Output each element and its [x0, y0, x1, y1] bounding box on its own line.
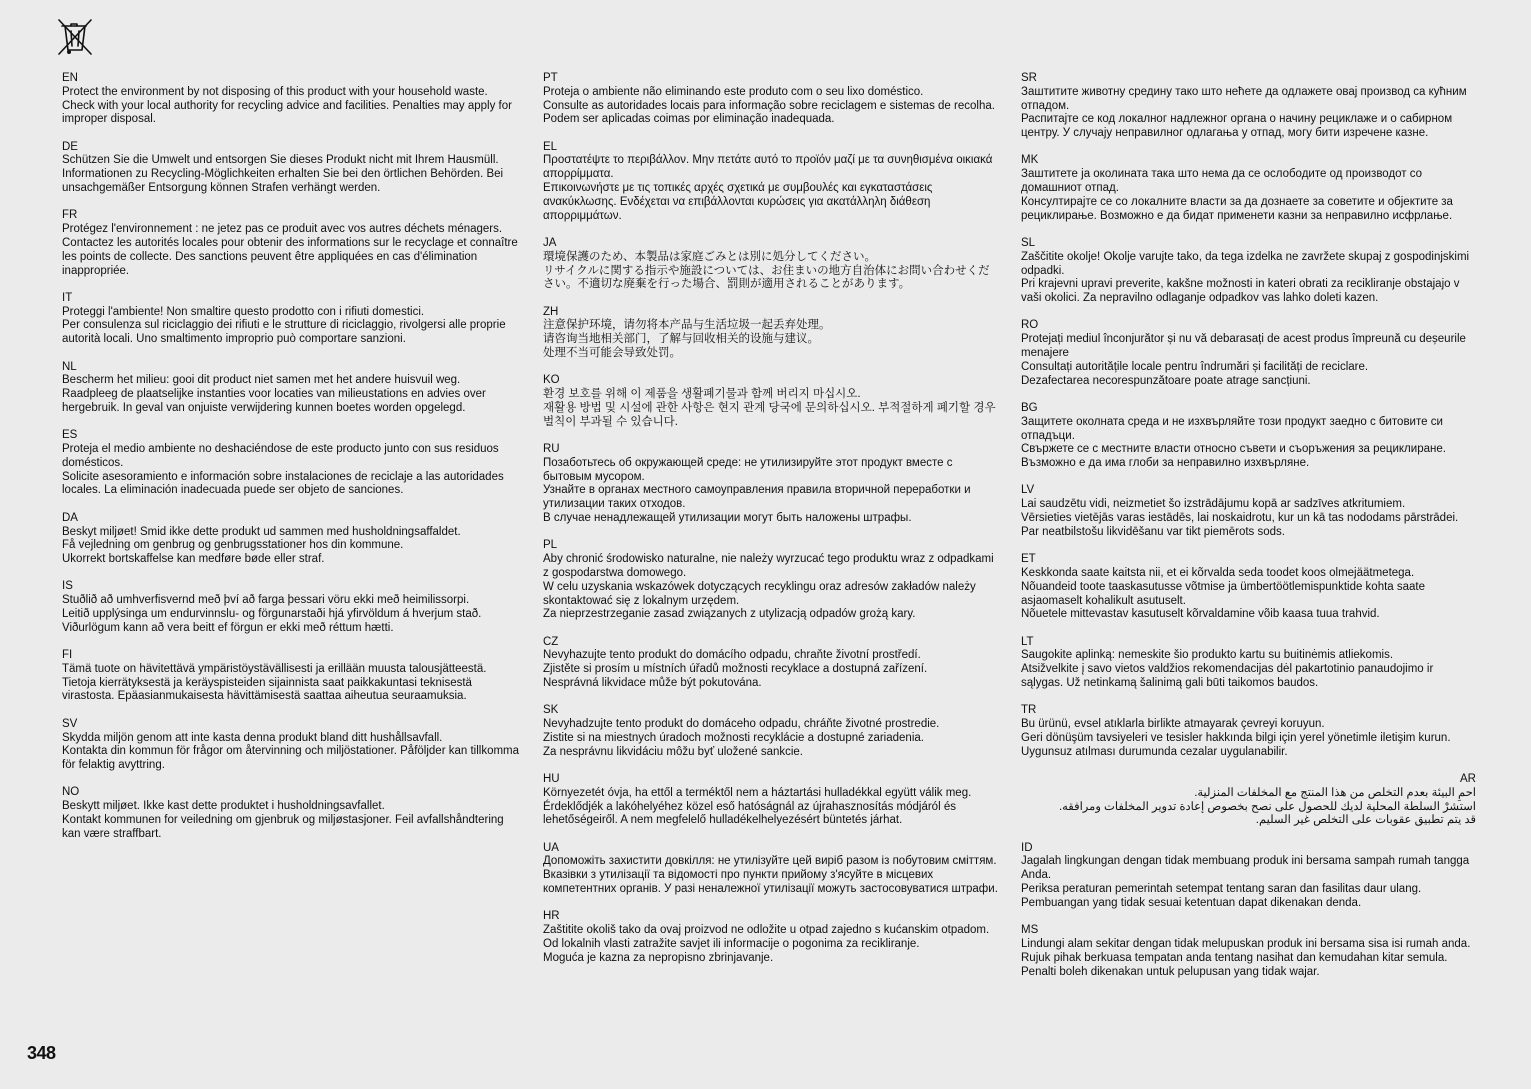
instruction-line: Za nesprávnu likvidáciu môžu byť uložené sankcie.: [543, 745, 804, 758]
instruction-line: Pri krajevni upravi preverite, kakšne možnosti in kateri obrati za recikliranje obstajajo v vaši okolici. Za nepravilno odlaganje odpadkov vas lahko doleti kazen.: [1021, 278, 1460, 305]
language-section-lt: [1021, 636, 1476, 691]
language-code: CZ: [543, 635, 559, 648]
language-section-mk: [1021, 154, 1476, 223]
language-code: IT: [62, 291, 73, 304]
language-code: JA: [543, 236, 557, 249]
instruction-line: Nevyhazujte tento produkt do domácího odpadu, chraňte životní prostředí.: [543, 649, 921, 662]
language-code: AR: [1460, 772, 1476, 785]
language-section-zh: [543, 306, 998, 361]
disposal-instructions: [62, 663, 522, 704]
language-section-hu: [543, 773, 998, 828]
language-code: EL: [543, 140, 558, 153]
instructions-column-2: [543, 72, 998, 979]
language-section-sv: [62, 718, 522, 773]
instruction-line: Vērsieties vietējās varas iestādēs, lai noskaidrotu, kur un kā tas nododams pārstrādei. Par neatbilstošu likvidēšanu var tikt piemērots sods.: [1021, 512, 1459, 538]
instruction-line: Jagalah lingkungan dengan tidak membuang produk ini bersama sampah rumah tangga Anda.: [1021, 855, 1470, 882]
instruction-line: Beskyt miljøet! Smid ikke dette produkt ud sammen med husholdningsaffaldet.: [62, 525, 461, 538]
instructions-column-3: [1021, 72, 1476, 993]
instruction-line: Вказівки з утилізації та відомості про пункти прийому з'ясуйте в місцевих компетентних органів. У разі неналежної утилізації можуть застосовуватися штрафи.: [543, 869, 998, 896]
disposal-instructions: [1021, 86, 1476, 141]
language-code: KO: [543, 374, 560, 387]
instruction-line: Környezetét óvja, ha ettől a terméktől nem a háztartási hulladékkal együtt válik meg.: [543, 786, 972, 799]
language-section-pl: [543, 539, 998, 622]
instruction-line: Свържете се с местните власти относно съвети и съоръжения за рециклиране. Възможно е да има глоби за неправилно изхвърляне.: [1021, 443, 1446, 470]
instruction-line: Zaštitite okoliš tako da ovaj proizvod ne odložite u otpad zajedno s kućanskim otpadom.: [543, 924, 990, 937]
language-code: MK: [1021, 154, 1039, 167]
instruction-line: Rujuk pihak berkuasa tempatan anda tentang nasihat dan kemudahan kitar semula. Penalti boleh dikenakan untuk pelupusan yang tidak wajar.: [1021, 951, 1448, 978]
instruction-line: Nevyhadzujte tento produkt do domáceho odpadu, chráňte životné prostredie.: [543, 718, 940, 731]
language-section-id: [1021, 842, 1476, 911]
language-code: LV: [1021, 484, 1035, 497]
instruction-line: Protejați mediul înconjurător și nu vă debarasați de acest produs împreună cu deșeurile menajere: [1021, 333, 1466, 360]
disposal-instructions: [62, 732, 522, 773]
language-section-en: [62, 72, 522, 127]
language-section-cz: [543, 636, 998, 691]
language-section-ar: [1021, 773, 1476, 828]
instruction-line: Bu ürünü, evsel atıklarla birlikte atmayarak çevreyi koruyun.: [1021, 718, 1325, 731]
disposal-instructions: [62, 306, 522, 347]
instruction-line: 환경 보호를 위해 이 제품을 생활폐기물과 함께 버리지 마십시오.: [543, 388, 861, 401]
language-code: FI: [62, 649, 73, 662]
language-code: SR: [1021, 72, 1037, 84]
instruction-line: Moguća je kazna za nepropisno zbrinjavanje.: [543, 951, 774, 964]
crossed-out-wheelie-bin-icon: [55, 17, 95, 57]
instruction-line: Beskytt miljøet. Ikke kast dette produktet i husholdningsavfallet.: [62, 800, 385, 813]
instruction-line: Consulte as autoridades locais para informação sobre reciclagem e sistemas de recolha. Podem ser aplicadas coimas por eliminação inadequada.: [543, 99, 995, 126]
instruction-line: Zaščitite okolje! Okolje varujte tako, da tega izdelka ne zavržete skupaj z gospodinjskimi odpadki.: [1021, 250, 1470, 277]
instruction-line: В случае ненадлежащей утилизации могут быть наложены штрафы.: [543, 512, 912, 525]
instruction-line: Dezafectarea necorespunzătoare poate atrage sancțiuni.: [1021, 374, 1311, 387]
language-section-ua: [543, 842, 998, 897]
language-code: ET: [1021, 553, 1036, 566]
instruction-line: Atsižvelkite į savo vietos valdžios rekomendacijas dėl pakartotinio panaudojimo ir sąlygas. Už netinkamą šalinimą gali būti taikomos baudos.: [1021, 663, 1434, 689]
language-section-el: [543, 141, 998, 224]
instruction-line: Kontakt kommunen for veiledning om gjenbruk og miljøstasjoner. Feil avfallshåndtering kan være straffbart.: [62, 814, 504, 840]
disposal-instructions: [62, 526, 522, 567]
disposal-instructions: [62, 374, 522, 415]
instruction-line: Προστατέψτε το περιβάλλον. Μην πετάτε αυτό το προϊόν μαζί με τα συνηθισμένα οικιακά απορρίμματα.: [543, 154, 993, 181]
language-section-ro: [1021, 319, 1476, 388]
language-code: LT: [1021, 635, 1034, 648]
instruction-line: Tämä tuote on hävitettävä ympäristöystävällisesti ja erillään muusta talousjätteestä.: [62, 662, 487, 675]
language-section-ru: [543, 443, 998, 526]
disposal-instructions: [543, 388, 998, 429]
instruction-line: Od lokalnih vlasti zatražite savjet ili informacije o pogonima za recikliranje.: [543, 937, 920, 950]
instruction-line: Leitið upplýsinga um endurvinnslu- og förgunarstaði hjá yfirvöldum á hverjum stað. Viðurlögum kann að vera beitt ef förgun er ekki með réttum hætti.: [62, 608, 482, 634]
instruction-line: Заштитите животну средину тако што нећете да одлажете овај производ са кућним отпадом.: [1021, 85, 1467, 112]
language-section-no: [62, 786, 522, 841]
language-code: ID: [1021, 841, 1033, 854]
language-code: ZH: [543, 305, 559, 318]
instruction-line: استشرْ السلطة المحلية لديك للحصول على نصح بخصوص إعادة تدوير المخلفات ومرافقه.: [1058, 800, 1476, 813]
disposal-instructions: [543, 319, 998, 360]
instruction-line: Consultați autoritățile locale pentru îndrumări și facilități de reciclare.: [1021, 360, 1369, 373]
instruction-line: Check with your local authority for recycling advice and facilities. Penalties may apply for improper disposal.: [62, 99, 512, 126]
language-code: PT: [543, 72, 558, 84]
instruction-line: Bescherm het milieu: gooi dit product niet samen met het andere huisvuil weg.: [62, 374, 461, 387]
instruction-line: Za nieprzestrzeganie zasad związanych z utylizacją odpadów grożą kary.: [543, 608, 916, 621]
language-section-et: [1021, 553, 1476, 622]
disposal-instructions: [1021, 649, 1476, 690]
language-section-da: [62, 512, 522, 567]
language-section-sr: [1021, 72, 1476, 141]
disposal-instructions: [1021, 498, 1476, 539]
instruction-line: Распитајте се код локалног надлежног органа о начину рециклаже и о сабирном центру. У случају неправилног одлагања у отпад, могу бити изречене казне.: [1021, 113, 1453, 140]
instruction-line: W celu uzyskania wskazówek dotyczących recyklingu oraz adresów zakładów należy skontaktować się z lokalnym urzędem.: [543, 580, 976, 607]
language-section-it: [62, 292, 522, 347]
instruction-line: Ukorrekt bortskaffelse kan medføre bøde eller straf.: [62, 553, 325, 566]
instruction-line: リサイクルに関する指示や施設については、お住まいの地方自治体にお問い合わせください。不適切な廃棄を行った場合、罰則が適用されることがあります。: [543, 264, 990, 291]
language-code: UA: [543, 841, 559, 854]
instruction-line: Érdeklődjék a lakóhelyéhez közel eső hatóságnál az újrahasznosítás módjáról és lehetőségeiről. A nem megfelelő hulladékelhelyezésért büntetés járhat.: [543, 800, 956, 827]
language-section-is: [62, 580, 522, 635]
instruction-line: Zjistěte si prosím u místních úřadů možnosti recyklace a dostupná zařízení.: [543, 663, 928, 676]
instruction-line: احمِ البيئة بعدم التخلص من هذا المنتج مع المخلفات المنزلية.: [1194, 786, 1476, 799]
language-code: SV: [62, 717, 78, 730]
instruction-line: Informationen zu Recycling-Möglichkeiten erhalten Sie bei den örtlichen Behörden. Bei unsachgemäßer Entsorgung können Strafen verhängt werden.: [62, 168, 504, 195]
disposal-instructions: [543, 154, 998, 223]
instruction-line: Επικοινωνήστε με τις τοπικές αρχές σχετικά με συμβουλές και εγκαταστάσεις ανακύκλωσης. Ενδέχεται να επιβάλλονται κυρώσεις για ακατάλληλη διάθεση απορριμμάτων.: [543, 182, 933, 222]
language-code: ES: [62, 429, 78, 442]
language-section-tr: [1021, 704, 1476, 759]
language-section-ja: [543, 237, 998, 292]
instruction-line: Nõuandeid toote taaskasutusse võtmise ja ümbertöötlemispunktide kohta saate asjaomaselt kohalikult asutuselt.: [1021, 580, 1426, 607]
instruction-line: Stuðlið að umhverfisvernd með því að farga þessari vöru ekki með heimilissorpi.: [62, 594, 470, 607]
language-section-fr: [62, 209, 522, 278]
disposal-instructions: [62, 800, 522, 841]
instruction-line: Zistite si na miestnych úradoch možnosti recyklácie a dostupné zariadenia.: [543, 731, 924, 744]
instruction-line: Tietoja kierrätyksestä ja keräyspisteiden sijainnista saat paikkakuntasi teknisestä virastosta. Epäasianmukaisesta hävittämisestä saattaa aiheutua seuraamuksia.: [62, 676, 472, 703]
language-section-fi: [62, 649, 522, 704]
language-section-pt: [543, 72, 998, 127]
instruction-line: Nõuetele mittevastav kasutuselt kõrvaldamine võib kaasa tuua trahvid.: [1021, 608, 1380, 621]
language-section-hr: [543, 910, 998, 965]
instruction-line: Protect the environment by not disposing of this product with your household waste.: [62, 85, 488, 98]
disposal-instructions: [543, 553, 998, 622]
instruction-line: Допоможіть захистити довкілля: не утилізуйте цей виріб разом із побутовим сміттям.: [543, 855, 997, 868]
instruction-line: Få vejledning om genbrug og genbrugsstationer hos din kommune.: [62, 539, 404, 552]
disposal-instructions: [1021, 567, 1476, 622]
language-code: FR: [62, 209, 78, 222]
language-code: HR: [543, 910, 560, 923]
instruction-line: Saugokite aplinką: nemeskite šio produkto kartu su buitinėmis atliekomis.: [1021, 649, 1394, 662]
instruction-line: Schützen Sie die Umwelt und entsorgen Sie dieses Produkt nicht mit Ihrem Hausmüll.: [62, 154, 499, 167]
instruction-line: Узнайте в органах местного самоуправления правила вторичной переработки и утилизации таких отходов.: [543, 484, 971, 511]
instruction-line: Geri dönüşüm tavsiyeleri ve tesisler hakkında bilgi için yerel yönetimle iletişim kurun. Uygunsuz atılması durumunda cezalar uygulanabilir.: [1021, 731, 1451, 758]
instruction-line: Aby chronić środowisko naturalne, nie należy wyrzucać tego produktu wraz z odpadkami z gospodarstwa domowego.: [543, 553, 994, 579]
language-code: NO: [62, 786, 80, 799]
instruction-line: Periksa peraturan pemerintah setempat tentang saran dan fasilitas daur ulang. Pembuangan yang tidak sesuai ketentuan dapat dikenakan denda.: [1021, 883, 1422, 909]
disposal-instructions: [543, 787, 998, 828]
disposal-instructions: [1021, 718, 1476, 759]
language-code: HU: [543, 772, 560, 785]
disposal-instructions: [62, 86, 522, 127]
instruction-line: Nesprávná likvidace může být pokutována.: [543, 676, 762, 689]
instruction-line: Proteggi l'ambiente! Non smaltire questo prodotto con i rifiuti domestici.: [62, 305, 425, 318]
language-code: BG: [1021, 401, 1038, 414]
disposal-instructions: [1021, 333, 1476, 388]
instruction-line: Keskkonda saate kaitsta nii, et ei kõrvalda seda toodet koos olmejäätmetega.: [1021, 566, 1415, 579]
language-section-sl: [1021, 237, 1476, 306]
language-code: RO: [1021, 319, 1039, 332]
instruction-line: Защитете околната среда и не изхвърляйте този продукт заедно с битовите си отпадъци.: [1021, 415, 1443, 442]
language-code: NL: [62, 360, 77, 373]
instruction-line: Консултирајте се со локалните власти за да дознаете за советите и објектите за рециклирање. Возможно е да бидат применети казни за неправилно исфрлање.: [1021, 195, 1453, 222]
language-code: DE: [62, 140, 78, 153]
language-code: IS: [62, 580, 73, 593]
language-section-ko: [543, 374, 998, 429]
language-section-lv: [1021, 484, 1476, 539]
disposal-instructions: [543, 718, 998, 759]
disposal-instructions: [1021, 168, 1476, 223]
disposal-instructions: [543, 855, 998, 896]
language-code: EN: [62, 72, 78, 84]
instruction-line: Lindungi alam sekitar dengan tidak melupuskan produk ini bersama sisa isi rumah anda.: [1021, 937, 1471, 950]
instruction-line: قد يتم تطبيق عقوبات على التخلص غير السليم.: [1255, 814, 1476, 827]
disposal-instructions: [62, 154, 522, 195]
language-section-nl: [62, 361, 522, 416]
disposal-instructions: [62, 443, 522, 498]
instruction-line: Protégez l'environnement : ne jetez pas ce produit avec vos autres déchets ménagers.: [62, 223, 503, 236]
instruction-line: 处理不当可能会导致处罚。: [543, 347, 681, 360]
disposal-instructions: [1021, 855, 1476, 910]
instruction-line: Позаботьтесь об окружающей среде: не утилизируйте этот продукт вместе с бытовым мусором.: [543, 456, 953, 483]
disposal-instructions: [543, 251, 998, 292]
instructions-column-1: [62, 72, 522, 855]
instruction-line: 재활용 방법 및 시설에 관한 사항은 현지 관계 당국에 문의하십시오. 부적절하게 폐기할 경우 벌칙이 부과될 수 있습니다.: [543, 401, 996, 428]
instruction-line: Per consulenza sul riciclaggio dei rifiuti e le strutture di riciclaggio, rivolgersi alle proprie autorità locali. Uno smaltimento improprio può comportare sanzioni.: [62, 319, 506, 346]
disposal-instructions: [543, 924, 998, 965]
instruction-line: Skydda miljön genom att inte kasta denna produkt bland ditt hushållsavfall.: [62, 731, 443, 744]
page-number: 348: [27, 1043, 56, 1063]
instruction-line: Solicite asesoramiento e información sobre instalaciones de reciclaje a las autoridades locales. La eliminación inadecuada puede ser objeto de sanciones.: [62, 470, 504, 497]
disposal-instructions: [62, 223, 522, 278]
instruction-line: Proteja el medio ambiente no deshaciéndose de este producto junto con sus residuos domésticos.: [62, 443, 499, 469]
language-section-bg: [1021, 402, 1476, 471]
disposal-instructions: [543, 457, 998, 526]
instruction-line: Заштитете ја околината така што нема да се ослободите од производот со домашниот отпад.: [1021, 168, 1423, 195]
disposal-instructions: [62, 594, 522, 635]
language-code: PL: [543, 539, 558, 552]
language-code: RU: [543, 443, 560, 456]
disposal-instructions: [543, 86, 998, 127]
disposal-instructions: [1021, 938, 1476, 979]
language-code: TR: [1021, 704, 1037, 717]
language-code: MS: [1021, 924, 1039, 937]
instruction-line: Kontakta din kommun för frågor om återvinning och miljöstationer. Påföljder kan tillkomma för felaktig avyttring.: [62, 745, 520, 772]
disposal-instructions: [1021, 416, 1476, 471]
language-section-ms: [1021, 924, 1476, 979]
disposal-instructions: [543, 649, 998, 690]
language-code: SL: [1021, 236, 1036, 249]
instruction-line: 環境保護のため、本製品は家庭ごみとは別に処分してください。: [543, 250, 877, 263]
instruction-line: 请咨询当地相关部门，了解与回收相关的设施与建议。: [543, 333, 819, 346]
instruction-line: Proteja o ambiente não eliminando este produto com o seu lixo doméstico.: [543, 85, 924, 98]
instruction-line: Lai saudzētu vidi, neizmetiet šo izstrādājumu kopā ar sadzīves atkritumiem.: [1021, 498, 1406, 511]
disposal-instructions: [1021, 787, 1476, 828]
instruction-line: Raadpleeg de plaatselijke instanties voor locaties van milieustations en advies over hergebruik. In geval van onjuiste verwijdering kunnen boetes worden opgelegd.: [62, 388, 486, 414]
language-section-de: [62, 141, 522, 196]
instruction-line: 注意保护环境，请勿将本产品与生活垃圾一起丢弃处理。: [543, 319, 831, 332]
language-code: SK: [543, 704, 559, 717]
disposal-instructions: [1021, 251, 1476, 306]
language-section-sk: [543, 704, 998, 759]
language-code: DA: [62, 511, 78, 524]
language-section-es: [62, 429, 522, 498]
instruction-line: Contactez les autorités locales pour obtenir des informations sur le recyclage et connaître les points de collecte. Des sanctions peuvent être appliquées en cas d'élimination inappropriée.: [62, 236, 518, 277]
